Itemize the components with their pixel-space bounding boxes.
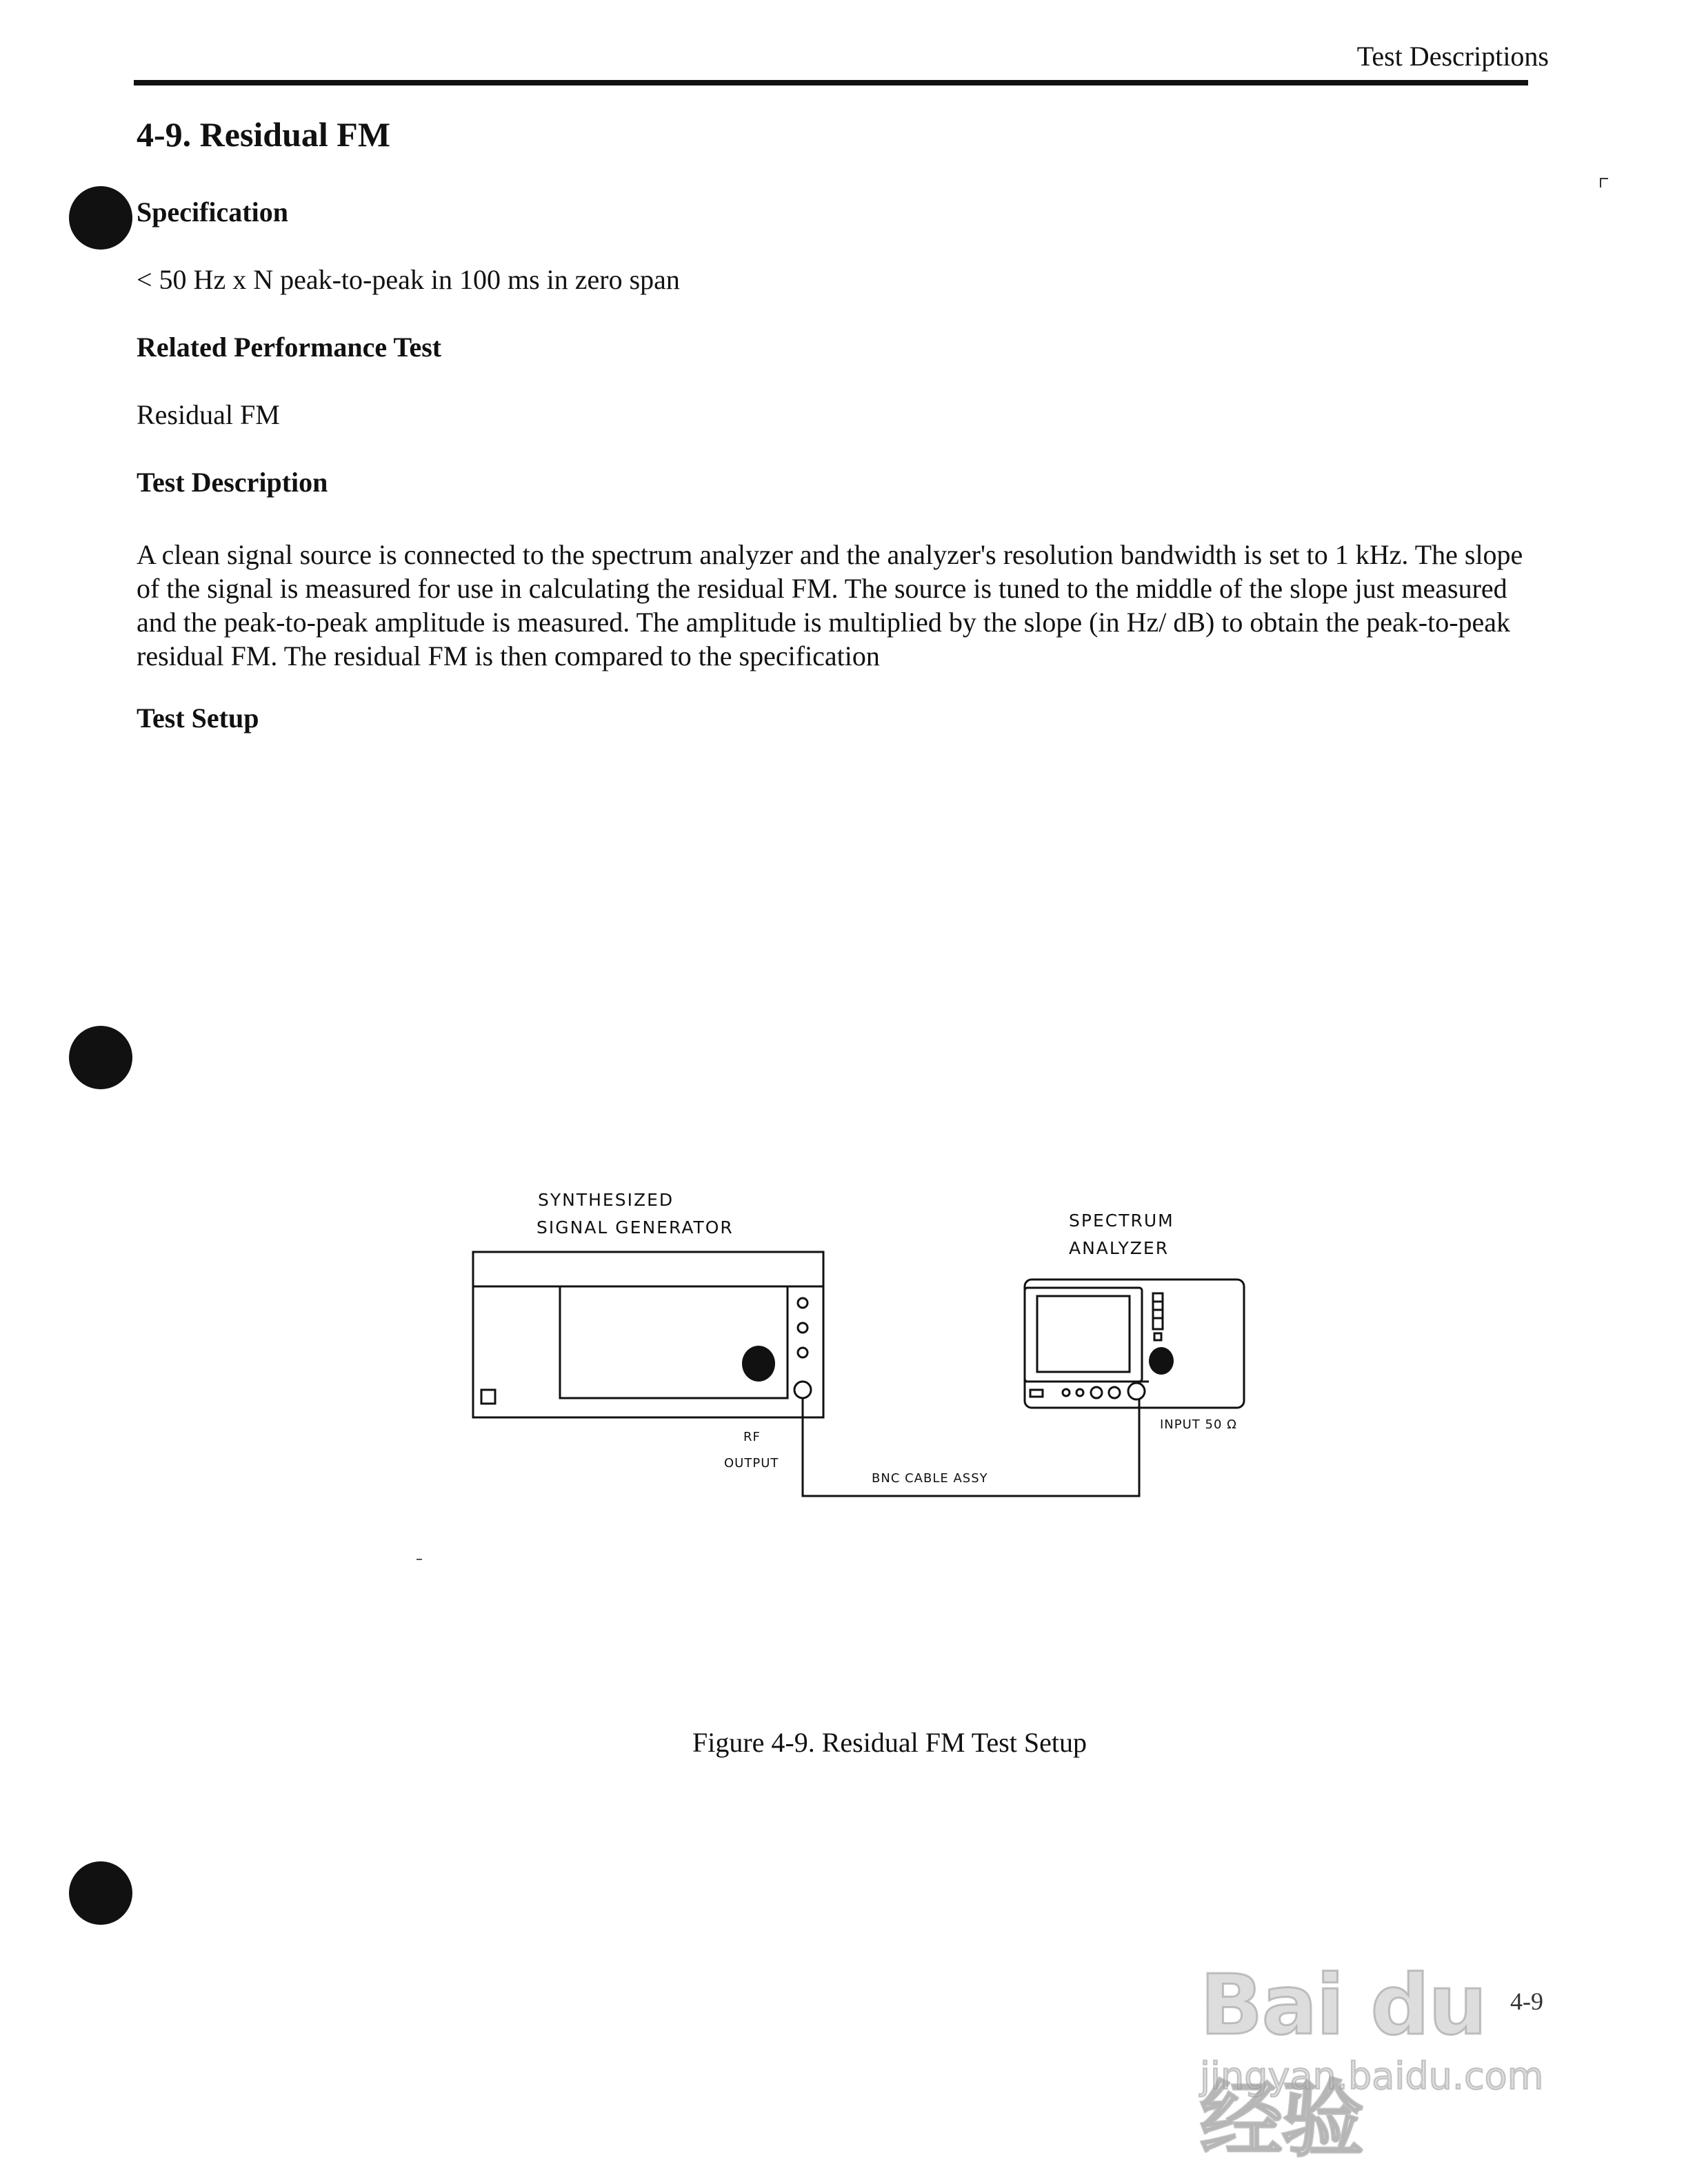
specification-text: < 50 Hz x N peak-to-peak in 100 ms in zero span <box>137 264 680 295</box>
watermark-url: jingyan.baidu.com <box>1200 2054 1544 2098</box>
spectrum-analyzer-body <box>1025 1280 1244 1408</box>
test-setup-heading: Test Setup <box>137 702 259 734</box>
rf-output-label-line2: OUTPUT <box>724 1456 779 1470</box>
specification-heading: Specification <box>137 196 288 228</box>
rf-output-connector <box>794 1382 811 1398</box>
analyzer-label-line2: ANALYZER <box>1069 1238 1170 1258</box>
spectrum-analyzer-power-switch <box>1030 1390 1043 1397</box>
page-number: 4-9 <box>1510 1988 1543 2015</box>
rf-output-label-line1: RF <box>743 1430 761 1444</box>
running-header: Test Descriptions <box>1356 41 1549 72</box>
generator-label-line1: SYNTHESIZED <box>538 1190 674 1210</box>
test-description-text: A clean signal source is connected to the spectrum analyzer and the analyzer's resolution bandwidth is set to 1 kHz. The slope of the signal is measured for use in calculating the residual FM. The source is tuned to the middle of the slope just measured and the peak-to-peak amplitude is measured. The amplitude is multiplied by the slope (in Hz/ dB) to obtain the peak-to-peak residual FM. The residual FM is then compared to the specification <box>137 539 1523 671</box>
spectrum-analyzer-screen <box>1037 1296 1130 1372</box>
signal-generator-button-3 <box>798 1348 808 1357</box>
section-title: 4-9. Residual FM <box>137 115 391 154</box>
signal-generator-button-1 <box>798 1298 808 1308</box>
signal-generator-power-switch <box>481 1390 495 1404</box>
signal-generator-body <box>473 1252 823 1417</box>
signal-generator-panel <box>560 1286 788 1398</box>
analyzer-input-connector <box>1128 1383 1145 1399</box>
related-test-text: Residual FM <box>137 399 280 430</box>
test-description-heading: Test Description <box>137 467 328 498</box>
related-test-heading: Related Performance Test <box>137 332 442 363</box>
input-label: INPUT 50 Ω <box>1160 1417 1237 1432</box>
spectrum-analyzer-screen-bezel <box>1025 1288 1142 1382</box>
watermark-logo: Bai du 经验 <box>1200 1958 1486 2168</box>
baidu-watermark <box>1193 1910 1579 2168</box>
spectrum-analyzer-keypad <box>1153 1293 1163 1329</box>
spectrum-analyzer-knob <box>1149 1347 1174 1375</box>
signal-generator-knob <box>742 1346 775 1382</box>
generator-label-line2: SIGNAL GENERATOR <box>536 1217 734 1237</box>
spectrum-analyzer-small-key <box>1154 1333 1161 1340</box>
cable-label: BNC CABLE ASSY <box>872 1471 988 1486</box>
analyzer-label-line1: SPECTRUM <box>1069 1211 1174 1231</box>
figure-caption: Figure 4-9. Residual FM Test Setup <box>692 1727 1087 1758</box>
signal-generator-button-2 <box>798 1323 808 1333</box>
